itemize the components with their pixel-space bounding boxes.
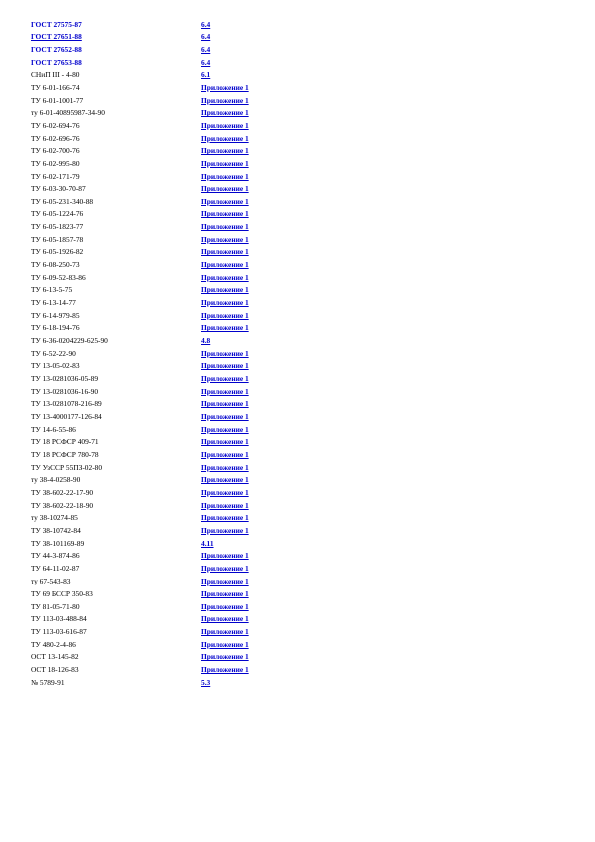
- document-code: ТУ 480-2-4-86: [31, 640, 76, 649]
- document-code[interactable]: ГОСТ 27652-88: [31, 45, 82, 54]
- table-row: [31, 512, 331, 525]
- document-code: ТУ 14-6-55-86: [31, 425, 76, 434]
- document-code: ту 38-4-0258-90: [31, 476, 81, 484]
- section-link[interactable]: Приложение 1: [201, 487, 249, 497]
- table-row: [31, 170, 331, 183]
- section-link[interactable]: Приложение 1: [201, 158, 249, 168]
- document-code: ТУ 6-13-5-75: [31, 286, 73, 294]
- section-link[interactable]: Приложение 1: [201, 551, 249, 561]
- document-code: ТУ 38-602-22-17-90: [31, 488, 94, 497]
- table-row: [31, 360, 331, 373]
- document-code: ту 6-01-40895987-34-90: [31, 109, 105, 117]
- section-link[interactable]: Приложение 1: [201, 386, 249, 396]
- document-code: ОСТ 18-126-83: [31, 666, 79, 674]
- table-row: [31, 157, 331, 170]
- section-link[interactable]: Приложение 1: [201, 525, 249, 535]
- document-code: ТУ 6-01-1001-77: [31, 96, 84, 104]
- section-link[interactable]: Приложение 1: [201, 424, 249, 434]
- section-link[interactable]: Приложение 1: [201, 222, 249, 232]
- document-code: ТУ 6-13-14-77: [31, 299, 76, 307]
- document-code: ТУ 64-11-02-87: [31, 564, 80, 573]
- section-link[interactable]: Приложение 1: [201, 563, 249, 573]
- document-code: ту 67-543-83: [31, 577, 71, 585]
- table-row: [31, 600, 331, 613]
- document-code: ТУ 18 РСФСР 409-71: [31, 438, 99, 446]
- table-row: [31, 461, 331, 474]
- section-link[interactable]: 6.4: [201, 44, 211, 54]
- section-link[interactable]: Приложение 1: [201, 323, 249, 333]
- table-row: [31, 613, 331, 626]
- document-code: ТУ 13-0281036-05-89: [31, 375, 99, 383]
- section-link[interactable]: Приложение 1: [201, 601, 249, 611]
- document-code: ТУ 13-0281078-216-89: [31, 400, 102, 408]
- table-row: [31, 486, 331, 499]
- document-code: ТУ 38-10742-84: [31, 526, 81, 535]
- section-link[interactable]: 6.1: [201, 70, 211, 80]
- table-row: [31, 638, 331, 651]
- table-row: [31, 499, 331, 512]
- table-row: [31, 436, 331, 449]
- section-link[interactable]: Приложение 1: [201, 437, 249, 447]
- section-link[interactable]: Приложение 1: [201, 652, 249, 662]
- document-code: ТУ 6-52-22-90: [31, 349, 76, 358]
- section-link[interactable]: 4.8: [201, 336, 211, 346]
- document-code: ТУ 13-0281036-16-90: [31, 387, 99, 396]
- section-link[interactable]: Приложение 1: [201, 298, 249, 308]
- section-link[interactable]: Приложение 1: [201, 513, 249, 523]
- table-row: [31, 651, 331, 664]
- table-row: [31, 69, 331, 82]
- section-link[interactable]: Приложение 1: [201, 462, 249, 472]
- document-code: ТУ 13-05-02-83: [31, 362, 80, 370]
- section-link[interactable]: Приложение 1: [201, 399, 249, 409]
- table-row: [31, 676, 331, 689]
- document-code: ТУ 6-18-194-76: [31, 324, 80, 332]
- section-link[interactable]: Приложение 1: [201, 374, 249, 383]
- table-row: [31, 18, 331, 31]
- table-row: [31, 398, 331, 411]
- document-code: ТУ 69 БССР 350-83: [31, 590, 93, 598]
- section-link[interactable]: Приложение 1: [201, 576, 249, 586]
- document-code: ТУ 6-05-1823-77: [31, 223, 84, 231]
- section-link[interactable]: Приложение 1: [201, 449, 249, 459]
- document-code: ТУ 6-05-1926-82: [31, 248, 84, 256]
- table-row: [31, 271, 331, 284]
- table-row: [31, 208, 331, 221]
- document-code: ТУ 6-02-995-80: [31, 159, 80, 168]
- table-row: [31, 56, 331, 69]
- document-code: ТУ 6-36-0204229-625-90: [31, 337, 108, 345]
- document-code: ТУ 13-4000177-126-84: [31, 412, 102, 421]
- table-row: [31, 448, 331, 461]
- section-link[interactable]: 6.4: [201, 19, 211, 29]
- table-row: [31, 550, 331, 563]
- section-link[interactable]: Приложение 1: [201, 184, 249, 194]
- section-link[interactable]: 4.11: [201, 538, 214, 548]
- table-row: [31, 195, 331, 208]
- section-link[interactable]: Приложение 1: [201, 627, 249, 637]
- document-code: № 5789-91: [31, 678, 65, 687]
- table-row: [31, 119, 331, 132]
- table-row: [31, 334, 331, 347]
- section-link[interactable]: Приложение 1: [201, 234, 249, 244]
- table-row: [31, 309, 331, 322]
- document-code: ТУ 6-08-250-73: [31, 261, 80, 269]
- section-link[interactable]: Приложение 1: [201, 272, 249, 282]
- table-row: [31, 107, 331, 120]
- section-link[interactable]: Приложение 1: [201, 120, 249, 130]
- section-link[interactable]: Приложение 1: [201, 361, 249, 371]
- table-row: [31, 626, 331, 639]
- document-code[interactable]: ГОСТ 27575-87: [31, 20, 82, 29]
- document-code: СНиП III - 4-80: [31, 71, 80, 79]
- reference-table: [31, 18, 331, 689]
- section-link[interactable]: Приложение 1: [201, 133, 249, 143]
- table-row: [31, 81, 331, 94]
- table-row: [31, 145, 331, 158]
- document-code: ТУ 6-09-52-83-86: [31, 273, 86, 282]
- table-row: [31, 322, 331, 335]
- table-row: [31, 94, 331, 107]
- section-link[interactable]: Приложение 1: [201, 665, 249, 675]
- table-row: [31, 183, 331, 196]
- table-row: [31, 524, 331, 537]
- section-link[interactable]: 6.4: [201, 57, 211, 67]
- table-row: [31, 296, 331, 309]
- table-row: [31, 372, 331, 385]
- document-code: ТУ 38-602-22-18-90: [31, 501, 94, 509]
- document-code: ТУ 6-02-694-76: [31, 121, 80, 130]
- section-link[interactable]: Приложение 1: [201, 209, 249, 219]
- table-row: [31, 258, 331, 271]
- section-link[interactable]: Приложение 1: [201, 146, 249, 156]
- table-row: [31, 132, 331, 145]
- document-code[interactable]: ГОСТ 27653-88: [31, 58, 82, 66]
- table-row: [31, 423, 331, 436]
- section-link[interactable]: Приложение 1: [201, 500, 249, 510]
- table-row: [31, 43, 331, 56]
- table-row: [31, 562, 331, 575]
- document-code: ТУ УзССР 55ПЗ-02-80: [31, 463, 103, 471]
- section-link[interactable]: Приложение 1: [201, 82, 249, 92]
- section-link[interactable]: Приложение 1: [201, 247, 249, 257]
- table-row: [31, 221, 331, 234]
- document-code[interactable]: ГОСТ 27651-88: [31, 33, 82, 41]
- document-code: ТУ 6-02-696-76: [31, 134, 80, 142]
- table-row: [31, 575, 331, 588]
- section-link[interactable]: 6.4: [201, 32, 211, 42]
- document-code: ту 38-10274-85: [31, 514, 78, 522]
- document-code: ТУ 6-02-171-79: [31, 172, 80, 180]
- section-link[interactable]: Приложение 1: [201, 614, 249, 624]
- table-row: [31, 246, 331, 259]
- section-link[interactable]: Приложение 1: [201, 108, 249, 118]
- document-code: ТУ 113-03-488-84: [31, 615, 87, 623]
- section-link[interactable]: Приложение 1: [201, 285, 249, 295]
- document-code: ТУ 6-02-700-76: [31, 147, 80, 155]
- table-row: [31, 233, 331, 246]
- section-link[interactable]: Приложение 1: [201, 348, 249, 358]
- document-code: ТУ 38-101169-89: [31, 539, 85, 547]
- document-code: ТУ 6-05-1857-78: [31, 235, 84, 244]
- section-link[interactable]: Приложение 1: [201, 411, 249, 421]
- document-code: ТУ 18 РСФСР 780-78: [31, 450, 99, 459]
- table-row: [31, 663, 331, 676]
- document-code: ТУ 6-05-1224-76: [31, 210, 84, 218]
- section-link[interactable]: Приложение 1: [201, 639, 249, 649]
- section-link[interactable]: Приложение 1: [201, 589, 249, 599]
- table-row: [31, 31, 331, 44]
- section-link[interactable]: Приложение 1: [201, 95, 249, 105]
- table-row: [31, 537, 331, 550]
- section-link[interactable]: Приложение 1: [201, 196, 249, 206]
- table-row: [31, 588, 331, 601]
- table-row: [31, 385, 331, 398]
- document-code: ТУ 6-03-30-70-87: [31, 185, 86, 193]
- section-link[interactable]: Приложение 1: [201, 310, 249, 320]
- table-row: [31, 347, 331, 360]
- table-row: [31, 474, 331, 487]
- document-code: ОСТ 13-145-82: [31, 653, 79, 661]
- section-link[interactable]: Приложение 1: [201, 475, 249, 485]
- section-link[interactable]: Приложение 1: [201, 171, 249, 181]
- document-code: ТУ 113-03-616-87: [31, 628, 87, 636]
- section-link[interactable]: Приложение 1: [201, 260, 249, 270]
- table-row: [31, 410, 331, 423]
- table-row: [31, 284, 331, 297]
- document-code: ТУ 81-05-71-80: [31, 602, 80, 611]
- document-code: ТУ 44-3-874-86: [31, 552, 80, 560]
- document-code: ТУ 6-01-166-74: [31, 83, 80, 92]
- section-link[interactable]: 5.3: [201, 677, 211, 687]
- document-code: ТУ 6-05-231-340-88: [31, 197, 94, 206]
- document-code: ТУ 6-14-979-85: [31, 311, 80, 320]
